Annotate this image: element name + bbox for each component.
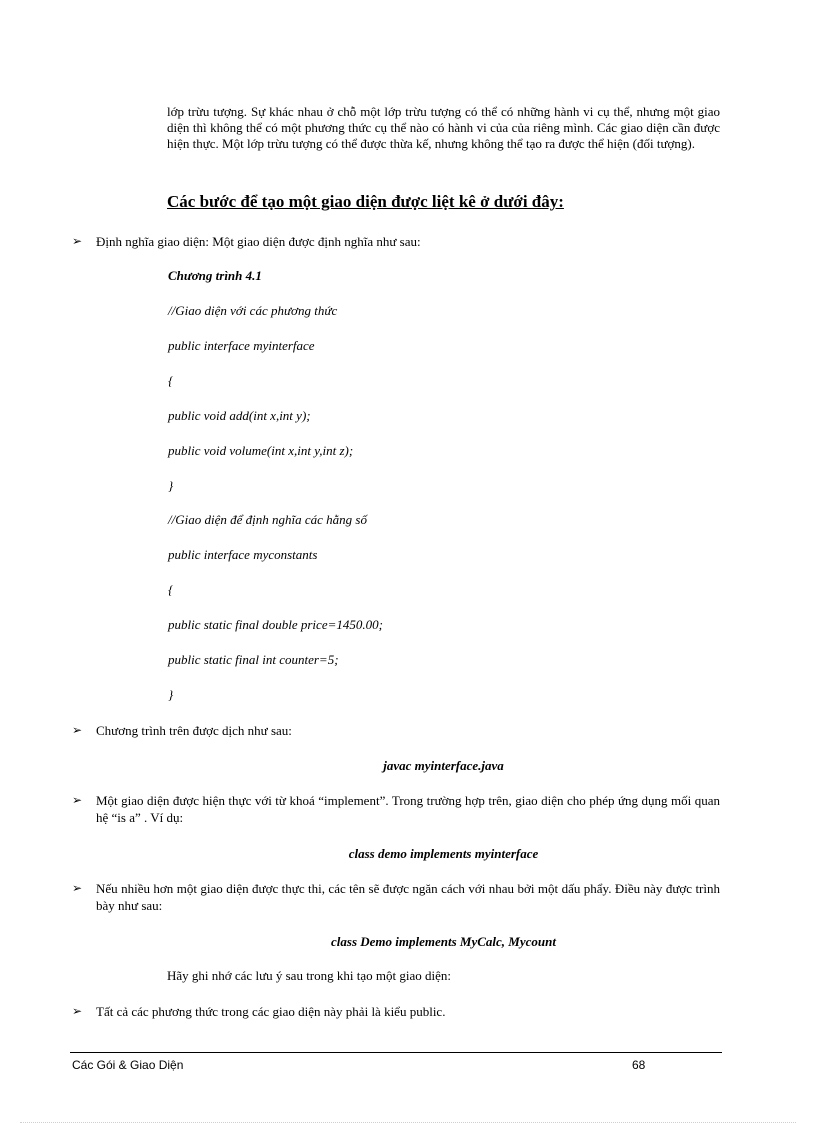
bullet-text: Chương trình trên được dịch như sau: xyxy=(96,723,292,738)
footer-rule xyxy=(70,1052,722,1053)
code-line: { xyxy=(168,373,174,388)
bullet-text: Định nghĩa giao diện: Một giao diện được định nghĩa như sau: xyxy=(96,234,421,249)
implements-multiple-example: class Demo implements MyCalc, Mycount xyxy=(331,934,556,949)
code-line: public static final int counter=5; xyxy=(168,652,339,667)
program-title: Chương trình 4.1 xyxy=(168,268,262,283)
arrow-bullet-icon: ➢ xyxy=(72,881,83,895)
code-line: //Giao diện với các phương thức xyxy=(168,303,338,318)
arrow-bullet-icon: ➢ xyxy=(72,793,83,807)
implements-example: class demo implements myinterface xyxy=(348,846,539,861)
compile-command: javac myinterface.java xyxy=(383,758,504,773)
arrow-bullet-icon: ➢ xyxy=(72,1004,83,1018)
code-line: public void add(int x,int y); xyxy=(168,408,311,423)
code-line: } xyxy=(168,478,174,493)
bullet-item xyxy=(72,1003,720,1020)
code-line: } xyxy=(168,687,174,702)
code-line: //Giao diện để định nghĩa các hằng số xyxy=(168,512,367,527)
arrow-bullet-icon: ➢ xyxy=(72,723,83,737)
bullet-item xyxy=(72,880,720,914)
intro-paragraph: lớp trừu tượng. Sự khác nhau ở chỗ một lớp trừu tượng có thể có những hành vi cụ thể, nhưng một giao diện thì không thể có một phương thức cụ thể nào có hành vi của của riêng mình. Các giao diện cần được hiện thực. Một lớp trừu tượng có thể được thừa kế, nhưng không thể tạo ra được thể hiện (đối tượng). xyxy=(167,104,720,151)
bullet-text: Nếu nhiều hơn một giao diện được thực thi, các tên sẽ được ngăn cách với nhau bởi một dấu phẩy. Điều này được trình bày như sau: xyxy=(96,881,720,913)
footer-title: Các Gói & Giao Diện xyxy=(72,1058,184,1072)
code-line: public interface myconstants xyxy=(168,547,318,562)
code-line: public interface myinterface xyxy=(168,338,315,353)
code-line: public static final double price=1450.00; xyxy=(168,617,383,632)
code-line: { xyxy=(168,582,174,597)
section-heading: Các bước để tạo một giao diện được liệt kê ở dưới đây: xyxy=(167,192,564,211)
bullet-item xyxy=(72,792,720,826)
arrow-bullet-icon: ➢ xyxy=(72,234,83,248)
bullet-text: Tất cả các phương thức trong các giao diện này phải là kiểu public. xyxy=(96,1004,446,1019)
bullet-text: Một giao diện được hiện thực với từ khoá “implement”. Trong trường hợp trên, giao diện cho phép ứng dụng mối quan hệ “is a” . Ví dụ: xyxy=(96,793,720,825)
code-line: public void volume(int x,int y,int z); xyxy=(168,443,354,458)
note-text: Hãy ghi nhớ các lưu ý sau trong khi tạo một giao diện: xyxy=(167,968,451,983)
bullet-item xyxy=(72,722,720,739)
page-number: 68 xyxy=(632,1058,646,1072)
bullet-item xyxy=(72,233,720,250)
